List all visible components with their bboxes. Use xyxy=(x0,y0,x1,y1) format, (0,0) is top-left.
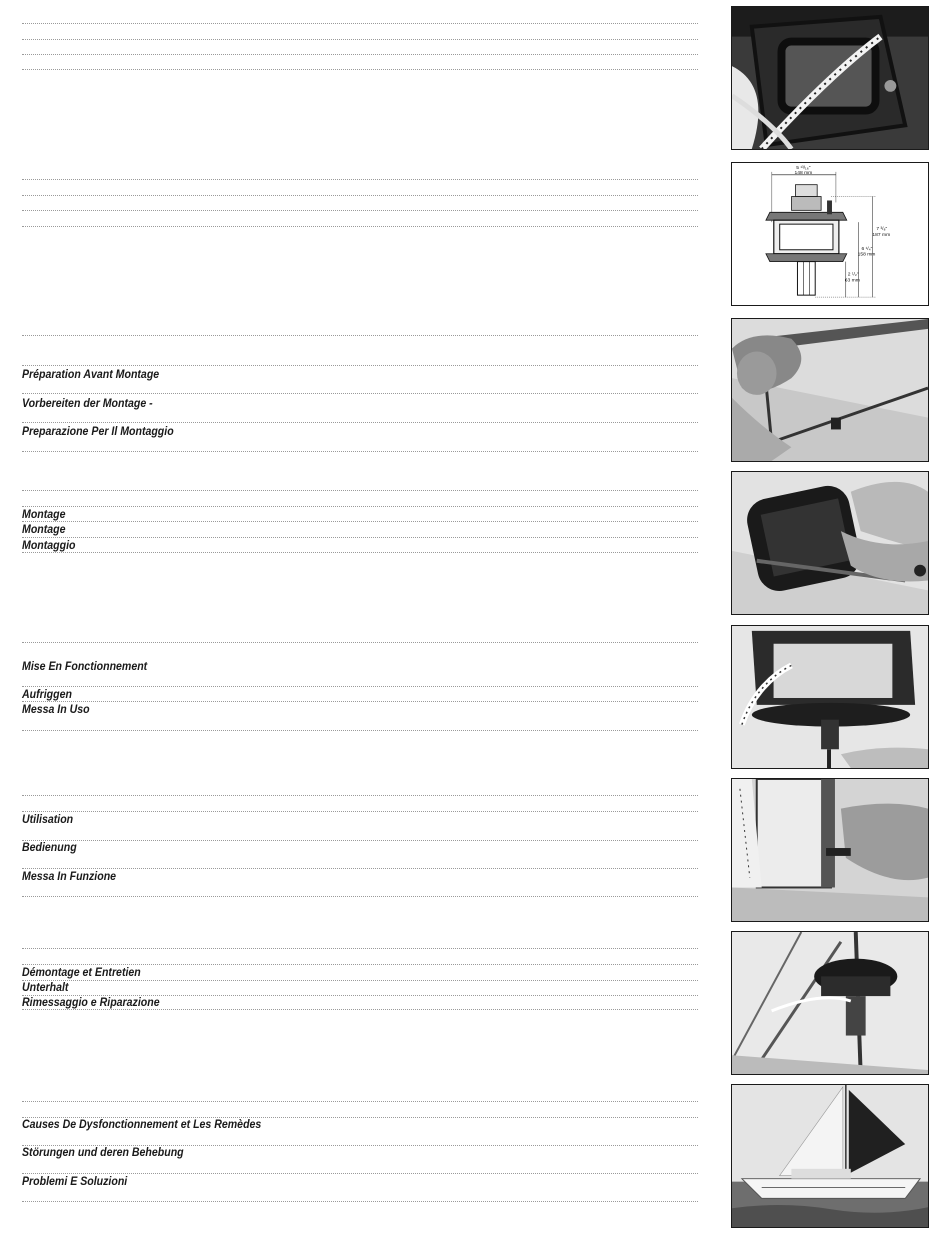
dotted-rule xyxy=(22,210,698,211)
heading-french: Préparation Avant Montage xyxy=(22,369,160,381)
heading-italian: Montaggio xyxy=(22,540,76,552)
heading-german: Vorbereiten der Montage - xyxy=(22,398,153,410)
sailboat-photo xyxy=(731,1084,929,1228)
dotted-rule xyxy=(22,964,698,965)
dotted-rule xyxy=(22,1101,698,1102)
dotted-rule xyxy=(22,69,698,70)
heading-german: Bedienung xyxy=(22,842,77,854)
furler-drum-line-photo xyxy=(731,6,929,150)
dotted-rule xyxy=(22,537,698,538)
height-total-metric-label: 187 mm xyxy=(872,232,891,238)
dotted-rule xyxy=(22,840,698,841)
drum-assembly-photo xyxy=(731,471,929,615)
width-imperial-label: 5 ¹³/₁₆" xyxy=(796,165,811,171)
dotted-rule xyxy=(22,980,698,981)
height-low-metric-label: 63 mm xyxy=(844,278,860,284)
heading-italian: Messa In Uso xyxy=(22,704,90,716)
heading-italian: Rimessaggio e Riparazione xyxy=(22,997,160,1009)
heading-german: Störungen und deren Behebung xyxy=(22,1147,184,1159)
dotted-rule xyxy=(22,730,698,731)
height-total-imperial-label: 7 ³/₈" xyxy=(876,227,888,233)
dotted-rule xyxy=(22,686,698,687)
heading-italian: Problemi E Soluzioni xyxy=(22,1176,128,1188)
dotted-rule xyxy=(22,335,698,336)
heading-french: Montage xyxy=(22,509,66,521)
heading-french: Mise En Fonctionnement xyxy=(22,661,148,673)
dotted-rule xyxy=(22,422,698,423)
furler-dimension-diagram xyxy=(731,162,929,306)
dotted-rule xyxy=(22,552,698,553)
rigging-line-guide-photo xyxy=(731,625,929,769)
dotted-rule xyxy=(22,451,698,452)
dotted-rule xyxy=(22,179,698,180)
dotted-rule xyxy=(22,506,698,507)
heading-french: Causes De Dysfonctionnement et Les Remèdes xyxy=(22,1119,262,1131)
dotted-rule xyxy=(22,195,698,196)
dotted-rule xyxy=(22,1009,698,1010)
dotted-rule xyxy=(22,642,698,643)
heading-italian: Messa In Funzione xyxy=(22,871,117,883)
height-low-imperial-label: 2 ¹/₂" xyxy=(847,272,859,278)
forestay-furler-photo xyxy=(731,931,929,1075)
dotted-rule xyxy=(22,948,698,949)
dotted-rule xyxy=(22,1201,698,1202)
dotted-rule xyxy=(22,490,698,491)
dotted-rule xyxy=(22,896,698,897)
heading-italian: Preparazione Per Il Montaggio xyxy=(22,426,174,438)
dotted-rule xyxy=(22,54,698,55)
dotted-rule xyxy=(22,795,698,796)
dotted-rule xyxy=(22,868,698,869)
dotted-rule xyxy=(22,226,698,227)
heading-french: Utilisation xyxy=(22,814,74,826)
heading-french: Démontage et Entretien xyxy=(22,967,141,979)
dotted-rule xyxy=(22,811,698,812)
height-mid-metric-label: 158 mm xyxy=(857,252,876,258)
heading-german: Montage xyxy=(22,524,66,536)
hacksaw-cutting-foil-photo xyxy=(731,318,929,462)
width-metric-label: 148 mm xyxy=(794,170,813,176)
dotted-rule xyxy=(22,521,698,522)
height-mid-imperial-label: 6 ¹/₄" xyxy=(861,246,873,252)
locking-pin-photo xyxy=(731,778,929,922)
heading-german: Unterhalt xyxy=(22,982,69,994)
dotted-rule xyxy=(22,1173,698,1174)
dotted-rule xyxy=(22,701,698,702)
dotted-rule xyxy=(22,393,698,394)
dotted-rule xyxy=(22,39,698,40)
dotted-rule xyxy=(22,23,698,24)
heading-german: Aufriggen xyxy=(22,689,72,701)
dotted-rule xyxy=(22,365,698,366)
